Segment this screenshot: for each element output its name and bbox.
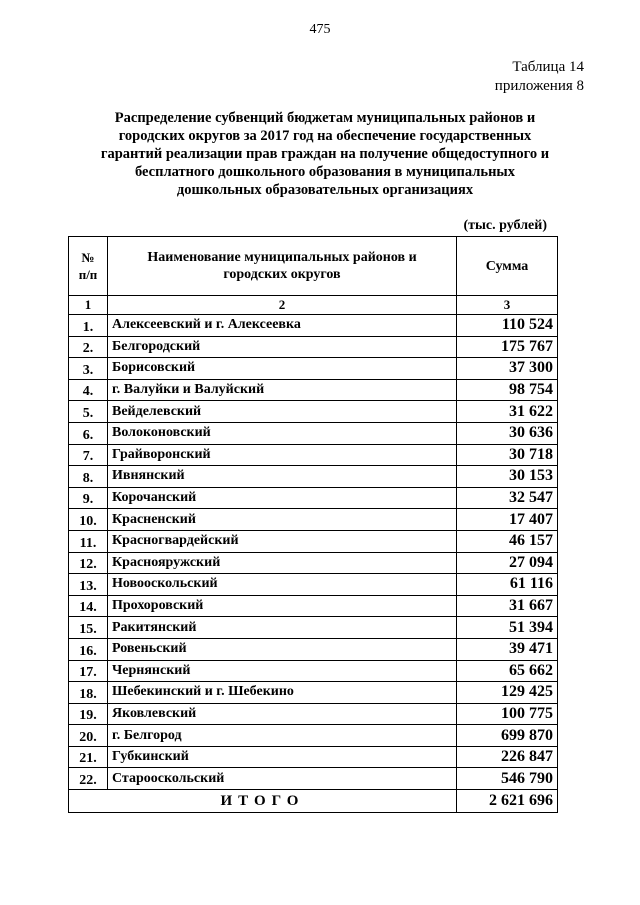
table-row (69, 401, 558, 423)
row-number: 2. (69, 336, 108, 358)
units-label: (тыс. рублей) (463, 218, 547, 233)
document-title (60, 109, 590, 199)
header-number-abbr: п/п (78, 267, 98, 282)
row-sum: 175 767 (457, 336, 558, 358)
table-row (69, 509, 558, 531)
row-name: Волоконовский (108, 422, 457, 444)
caption-table-number: Таблица 14 (512, 59, 584, 75)
row-name: Старооскольский (108, 768, 457, 790)
table-row (69, 638, 558, 660)
header-number-sign: № (81, 250, 95, 265)
row-number: 13. (69, 574, 108, 596)
row-sum: 110 524 (457, 315, 558, 337)
table-row (69, 336, 558, 358)
row-number: 8. (69, 466, 108, 488)
row-number: 11. (69, 530, 108, 552)
column-number: 1 (69, 296, 108, 315)
row-number: 22. (69, 768, 108, 790)
subsidy-table (68, 236, 558, 813)
row-number: 9. (69, 487, 108, 509)
table-row (69, 725, 558, 747)
row-number: 3. (69, 358, 108, 380)
row-sum: 129 425 (457, 682, 558, 704)
row-name: Губкинский (108, 746, 457, 768)
table-row (69, 487, 558, 509)
row-sum: 226 847 (457, 746, 558, 768)
header-name-line1: Наименование муниципальных районов и (147, 250, 417, 265)
row-sum: 30 636 (457, 422, 558, 444)
row-name: Грайворонский (108, 444, 457, 466)
row-number: 20. (69, 725, 108, 747)
total-sum: 2 621 696 (457, 790, 558, 813)
table-row (69, 682, 558, 704)
table-row (69, 422, 558, 444)
title-line: Распределение субвенций бюджетам муниципальных районов и (114, 110, 536, 126)
row-name: Ивнянский (108, 466, 457, 488)
table-row (69, 595, 558, 617)
table-row (69, 574, 558, 596)
table-row (69, 660, 558, 682)
row-sum: 546 790 (457, 768, 558, 790)
row-number: 6. (69, 422, 108, 444)
total-row (69, 790, 558, 813)
header-name-line2: городских округов (223, 267, 341, 282)
row-number: 21. (69, 746, 108, 768)
row-sum: 31 622 (457, 401, 558, 423)
row-number: 12. (69, 552, 108, 574)
row-name: Борисовский (108, 358, 457, 380)
row-sum: 51 394 (457, 617, 558, 639)
table-row (69, 379, 558, 401)
table-row (69, 768, 558, 790)
row-name: Новооскольский (108, 574, 457, 596)
row-number: 14. (69, 595, 108, 617)
row-name: г. Валуйки и Валуйский (108, 379, 457, 401)
row-sum: 17 407 (457, 509, 558, 531)
row-name: Корочанский (108, 487, 457, 509)
row-name: Чернянский (108, 660, 457, 682)
row-name: Белгородский (108, 336, 457, 358)
title-line: бесплатного дошкольного образования в муниципальных (134, 164, 516, 180)
row-name: Краснояружский (108, 552, 457, 574)
row-number: 17. (69, 660, 108, 682)
row-sum: 39 471 (457, 638, 558, 660)
table-row (69, 617, 558, 639)
row-number: 19. (69, 703, 108, 725)
row-name: Ракитянский (108, 617, 457, 639)
row-number: 5. (69, 401, 108, 423)
row-name: Шебекинский и г. Шебекино (108, 682, 457, 704)
row-name: Вейделевский (108, 401, 457, 423)
row-name: Красненский (108, 509, 457, 531)
table-row (69, 703, 558, 725)
row-number: 1. (69, 315, 108, 337)
table-row (69, 358, 558, 380)
row-name: Ровеньский (108, 638, 457, 660)
row-number: 4. (69, 379, 108, 401)
row-number: 15. (69, 617, 108, 639)
table-header-row (69, 237, 558, 296)
table-row (69, 444, 558, 466)
title-line: дошкольных образовательных организациях (176, 182, 474, 198)
row-name: Прохоровский (108, 595, 457, 617)
row-sum: 65 662 (457, 660, 558, 682)
header-number (69, 237, 108, 296)
header-name (108, 237, 457, 296)
row-sum: 32 547 (457, 487, 558, 509)
page-number: 475 (309, 22, 331, 37)
table-row (69, 466, 558, 488)
row-sum: 27 094 (457, 552, 558, 574)
row-name: Яковлевский (108, 703, 457, 725)
column-number: 2 (108, 296, 457, 315)
row-number: 7. (69, 444, 108, 466)
row-sum: 30 718 (457, 444, 558, 466)
row-number: 10. (69, 509, 108, 531)
header-sum: Сумма (457, 237, 558, 296)
title-line: городских округов за 2017 год на обеспечение государственных (118, 128, 532, 144)
row-sum: 98 754 (457, 379, 558, 401)
table-row (69, 552, 558, 574)
column-number-row (69, 296, 558, 315)
row-sum: 31 667 (457, 595, 558, 617)
row-number: 16. (69, 638, 108, 660)
table-caption (495, 58, 584, 96)
total-label: ИТОГО (69, 790, 457, 813)
row-sum: 30 153 (457, 466, 558, 488)
caption-appendix: приложения 8 (494, 78, 584, 94)
row-sum: 46 157 (457, 530, 558, 552)
row-name: Алексеевский и г. Алексеевка (108, 315, 457, 337)
row-sum: 61 116 (457, 574, 558, 596)
row-sum: 100 775 (457, 703, 558, 725)
row-sum: 37 300 (457, 358, 558, 380)
row-name: Красногвардейский (108, 530, 457, 552)
table-row (69, 315, 558, 337)
table-row (69, 746, 558, 768)
row-number: 18. (69, 682, 108, 704)
table-row (69, 530, 558, 552)
row-name: г. Белгород (108, 725, 457, 747)
row-sum: 699 870 (457, 725, 558, 747)
column-number: 3 (457, 296, 558, 315)
table-body (69, 315, 558, 790)
title-line: гарантий реализации прав граждан на получение общедоступного и (100, 146, 550, 162)
